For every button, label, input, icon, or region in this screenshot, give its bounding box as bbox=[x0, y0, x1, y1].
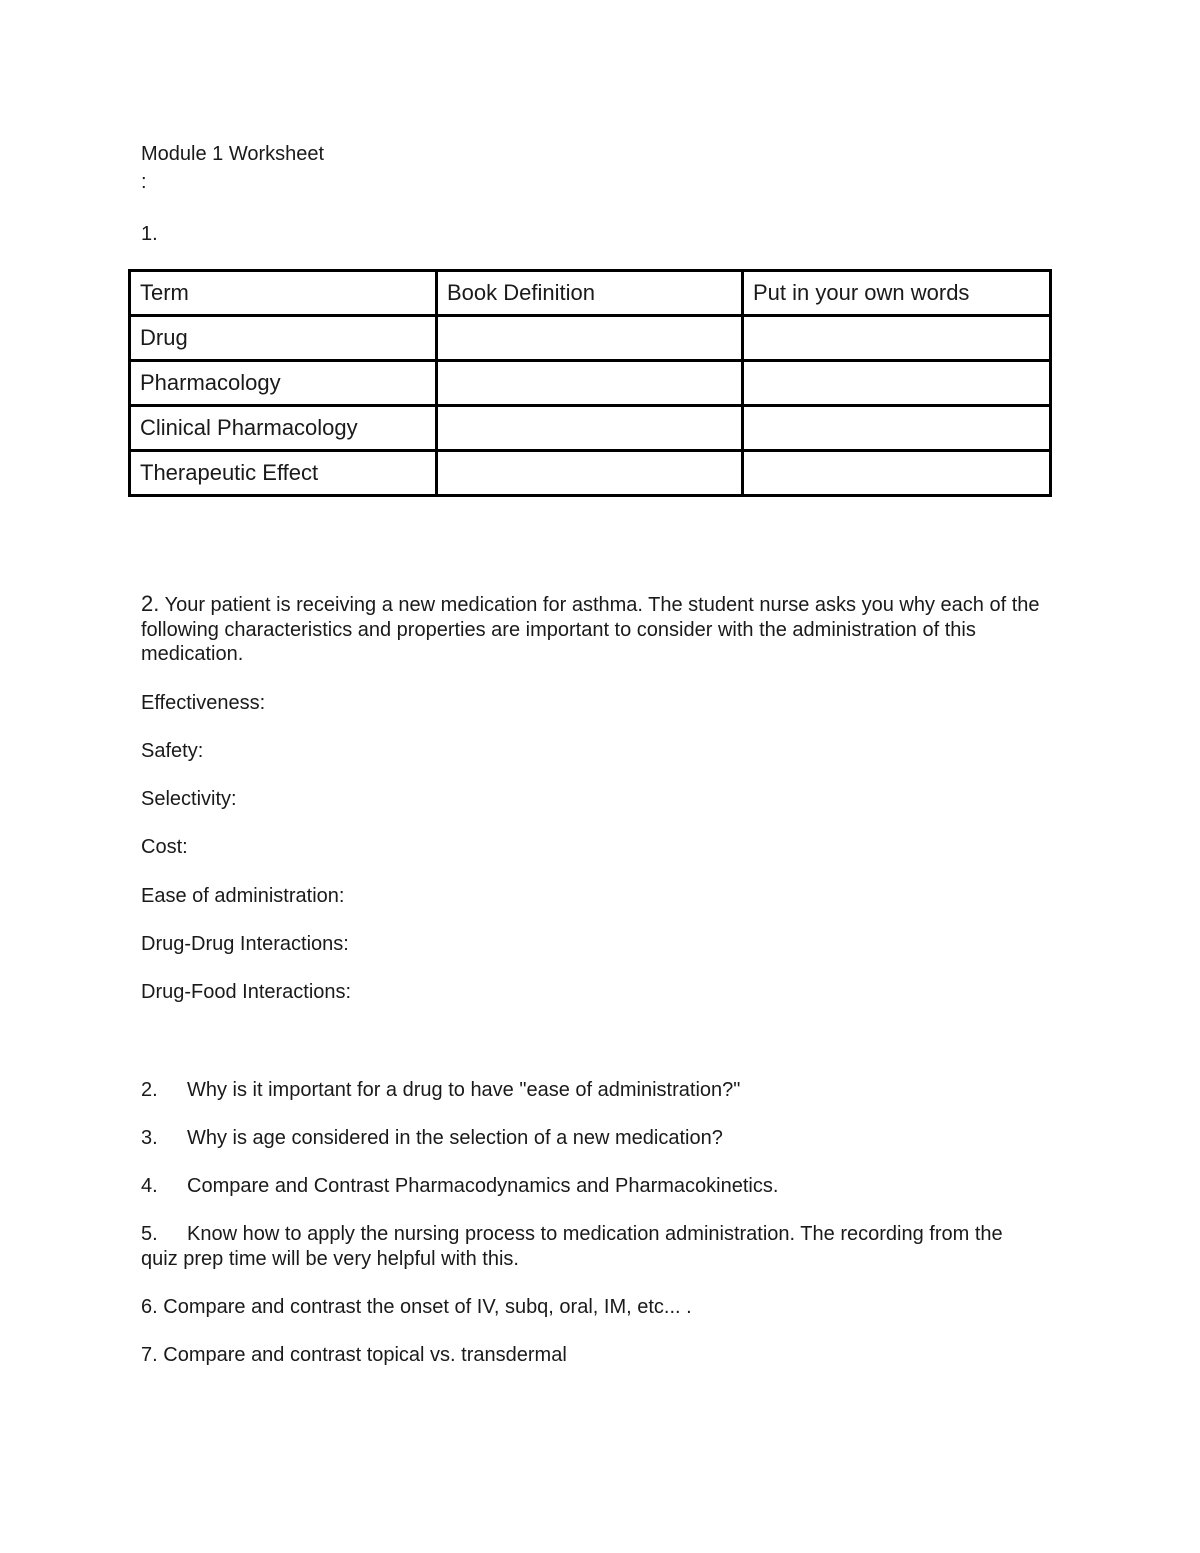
term-cell: Clinical Pharmacology bbox=[130, 406, 437, 451]
term-cell: Drug bbox=[130, 316, 437, 361]
question-item bbox=[141, 1174, 778, 1198]
characteristic-label: Selectivity: bbox=[141, 788, 237, 810]
definition-cell[interactable] bbox=[437, 316, 743, 361]
question-item bbox=[141, 1126, 723, 1150]
characteristic-label: Drug-Food Interactions: bbox=[141, 981, 352, 1003]
characteristic-label: Ease of administration: bbox=[141, 885, 345, 907]
own-words-cell[interactable] bbox=[743, 316, 1051, 361]
question-number: 4. bbox=[141, 1175, 158, 1197]
header-term: Term bbox=[130, 271, 437, 316]
question-item bbox=[141, 1222, 1041, 1271]
terms-table bbox=[128, 269, 1052, 497]
own-words-cell[interactable] bbox=[743, 406, 1051, 451]
question-text: Compare and Contrast Pharmacodynamics and Pharmacokinetics. bbox=[187, 1175, 779, 1197]
table-row bbox=[130, 361, 1051, 406]
characteristic-label: Cost: bbox=[141, 836, 188, 858]
own-words-cell[interactable] bbox=[743, 361, 1051, 406]
question-2-text: Your patient is receiving a new medication for asthma. The student nurse asks you why each of the following characteristics and properties are important to consider with the administration of this medication. bbox=[141, 594, 1040, 665]
question-item bbox=[141, 1343, 567, 1367]
question-2-paragraph bbox=[141, 592, 1061, 667]
question-item bbox=[141, 1078, 740, 1102]
colon-line: : bbox=[141, 171, 147, 193]
question-number: 5. bbox=[141, 1223, 158, 1245]
question-1-label: 1. bbox=[141, 223, 158, 245]
question-text: Why is age considered in the selection of a new medication? bbox=[187, 1127, 723, 1149]
question-text: Compare and contrast the onset of IV, subq, oral, IM, etc... . bbox=[163, 1296, 692, 1318]
header-book-definition: Book Definition bbox=[437, 271, 743, 316]
question-number: 3. bbox=[141, 1127, 158, 1149]
definition-cell[interactable] bbox=[437, 451, 743, 496]
question-text: Know how to apply the nursing process to medication administration. The recording from the quiz prep time will be very helpful with this. bbox=[141, 1223, 1003, 1270]
question-number: 2. bbox=[141, 1079, 158, 1101]
table-row bbox=[130, 406, 1051, 451]
question-item bbox=[141, 1295, 692, 1319]
characteristic-label: Safety: bbox=[141, 740, 204, 762]
own-words-cell[interactable] bbox=[743, 451, 1051, 496]
table-header-row bbox=[130, 271, 1051, 316]
characteristic-label: Drug-Drug Interactions: bbox=[141, 933, 349, 955]
table-row bbox=[130, 451, 1051, 496]
table-row bbox=[130, 316, 1051, 361]
header-own-words: Put in your own words bbox=[743, 271, 1051, 316]
question-number: 7. bbox=[141, 1344, 158, 1366]
page-title: Module 1 Worksheet bbox=[141, 143, 325, 165]
term-cell: Pharmacology bbox=[130, 361, 437, 406]
question-2-number: 2. bbox=[141, 591, 160, 616]
question-number: 6. bbox=[141, 1296, 158, 1318]
characteristic-label: Effectiveness: bbox=[141, 692, 266, 714]
question-text: Compare and contrast topical vs. transdermal bbox=[163, 1344, 567, 1366]
question-text: Why is it important for a drug to have "ease of administration?" bbox=[187, 1079, 741, 1101]
term-cell: Therapeutic Effect bbox=[130, 451, 437, 496]
definition-cell[interactable] bbox=[437, 361, 743, 406]
definition-cell[interactable] bbox=[437, 406, 743, 451]
